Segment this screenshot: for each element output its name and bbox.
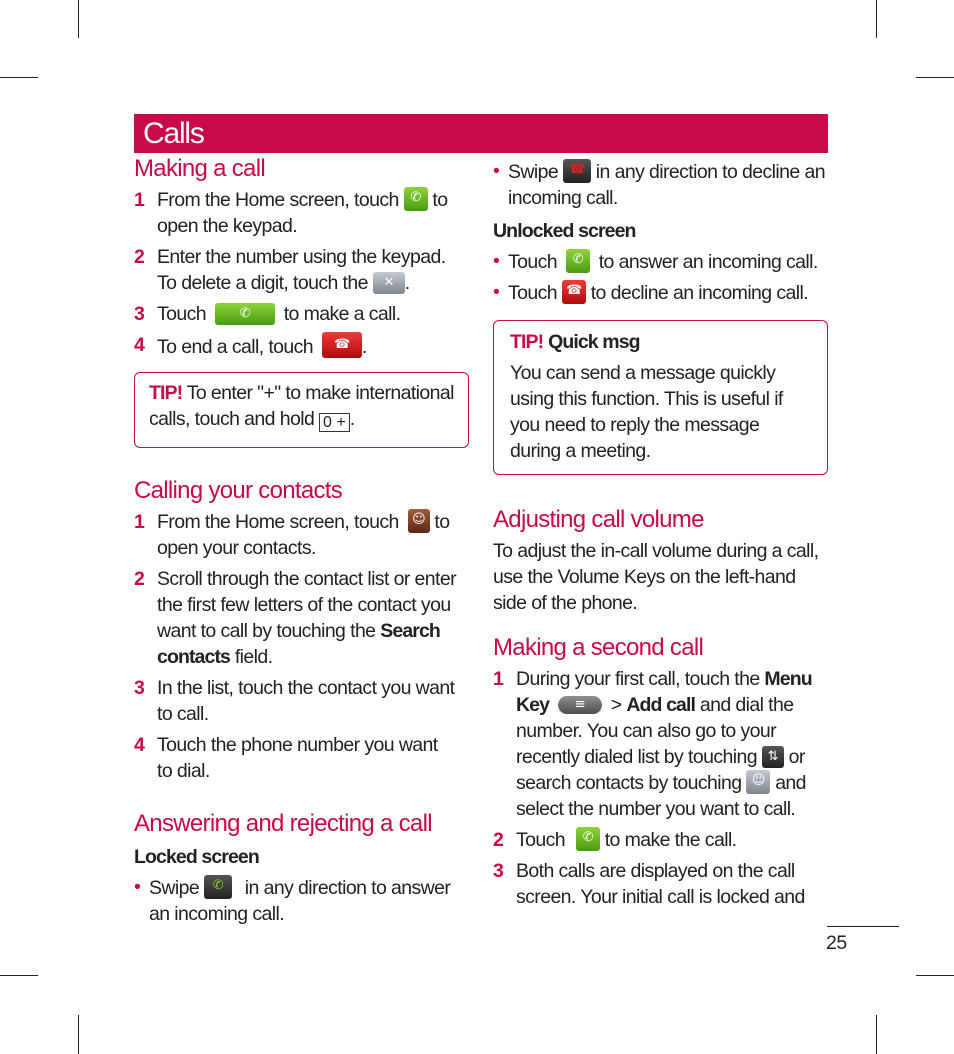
heading-making-a-call: Making a call	[134, 155, 265, 182]
page-number: 25	[826, 932, 847, 954]
bullet-dot: •	[134, 876, 141, 898]
step-1: 1 From the Home screen, touch ✆ to open the keypad.	[134, 189, 448, 237]
crop-mark	[916, 77, 954, 78]
bullet-swipe-answer: • Swipe ✆ in any direction to answer an incoming call.	[134, 876, 451, 925]
answer-icon: ✆	[566, 249, 590, 273]
contact-person-icon: ☺	[746, 770, 770, 794]
tip-box-quick-msg	[493, 320, 828, 475]
step-1: 1 From the Home screen, touch ☺ to open your contacts.	[134, 511, 450, 559]
subheading-unlocked-screen: Unlocked screen	[493, 220, 636, 242]
phone-app-icon: ✆	[404, 187, 428, 211]
bullet-dot: •	[493, 160, 500, 182]
section-header-bar	[134, 114, 828, 153]
tip-label: TIP!	[149, 382, 183, 404]
step-4: 4 Touch the phone number you want to dial.	[134, 734, 438, 782]
step-2: 2 Touch ✆ to make the call.	[493, 829, 737, 851]
tip-title: Quick msg	[548, 331, 640, 353]
crop-mark	[0, 77, 38, 78]
subheading-locked-screen: Locked screen	[134, 846, 259, 868]
heading-calling-your-contacts: Calling your contacts	[134, 477, 343, 504]
crop-mark	[78, 0, 79, 38]
answer-call-icon: ✆	[204, 875, 232, 899]
decline-call-icon: ☎	[563, 159, 591, 183]
right-column	[493, 159, 828, 910]
bullet-swipe-decline: • Swipe ☎ in any direction to decline an incoming call.	[493, 160, 825, 209]
step-3: 3 In the list, touch the contact you want to call.	[134, 677, 455, 725]
end-call-icon: ☎	[322, 332, 362, 358]
heading-adjusting-call-volume: Adjusting call volume	[493, 506, 704, 533]
crop-mark	[876, 0, 877, 38]
backspace-icon: ✕	[373, 272, 405, 294]
step-2: 2 Enter the number using the keypad. To delete a digit, touch the ✕ .	[134, 246, 446, 294]
step-3: 3 Both calls are displayed on the call screen. Your initial call is locked and	[493, 860, 805, 908]
crop-mark	[78, 1015, 79, 1054]
step-4: 4 To end a call, touch ☎ .	[134, 334, 367, 358]
bullet-touch-decline: • Touch ☎ to decline an incoming call.	[493, 281, 809, 304]
step-2: 2 Scroll through the contact list or enter the first few letters of the contact you want to call by touching the Search contacts field.	[134, 568, 456, 668]
bullet-touch-answer: • Touch ✆ to answer an incoming call.	[493, 250, 818, 273]
section-title: Calls	[143, 117, 204, 150]
crop-mark	[0, 975, 38, 976]
menu-key-icon: ≡	[558, 696, 602, 714]
call-log-swap-icon: ⇅	[762, 746, 784, 768]
crop-mark	[916, 975, 954, 976]
call-icon: ✆	[576, 827, 600, 851]
step-1: 1 During your first call, touch the Menu Key ≡ > Add call and dial the number. You can also go to your recently dialed list by touching ⇅ or search contacts by touching ☺ and select the number you want to call.	[493, 668, 812, 820]
page-number-rule	[827, 926, 899, 927]
call-button-icon: ✆	[215, 303, 275, 325]
step-3: 3 Touch ✆ to make a call.	[134, 303, 401, 325]
bullet-dot: •	[493, 250, 500, 272]
volume-paragraph: To adjust the in-call volume during a call, use the Volume Keys on the left-hand side of the phone.	[493, 540, 819, 614]
tip-box-international: TIP! To enter "+" to make international calls, touch and hold 0 + .	[134, 372, 469, 448]
left-column	[134, 154, 469, 927]
tip-text: You can send a message quickly using this function. This is useful if you need to reply the message during a meeting.	[510, 362, 783, 462]
bullet-dot: •	[493, 281, 500, 303]
contacts-app-icon: ☺	[408, 509, 430, 533]
heading-answering-and-rejecting: Answering and rejecting a call	[134, 810, 432, 837]
zero-plus-key-icon: 0 +	[319, 413, 350, 432]
decline-icon: ☎	[562, 280, 586, 304]
tip-label: TIP!	[510, 331, 544, 353]
heading-making-a-second-call: Making a second call	[493, 634, 704, 661]
crop-mark	[876, 1015, 877, 1054]
